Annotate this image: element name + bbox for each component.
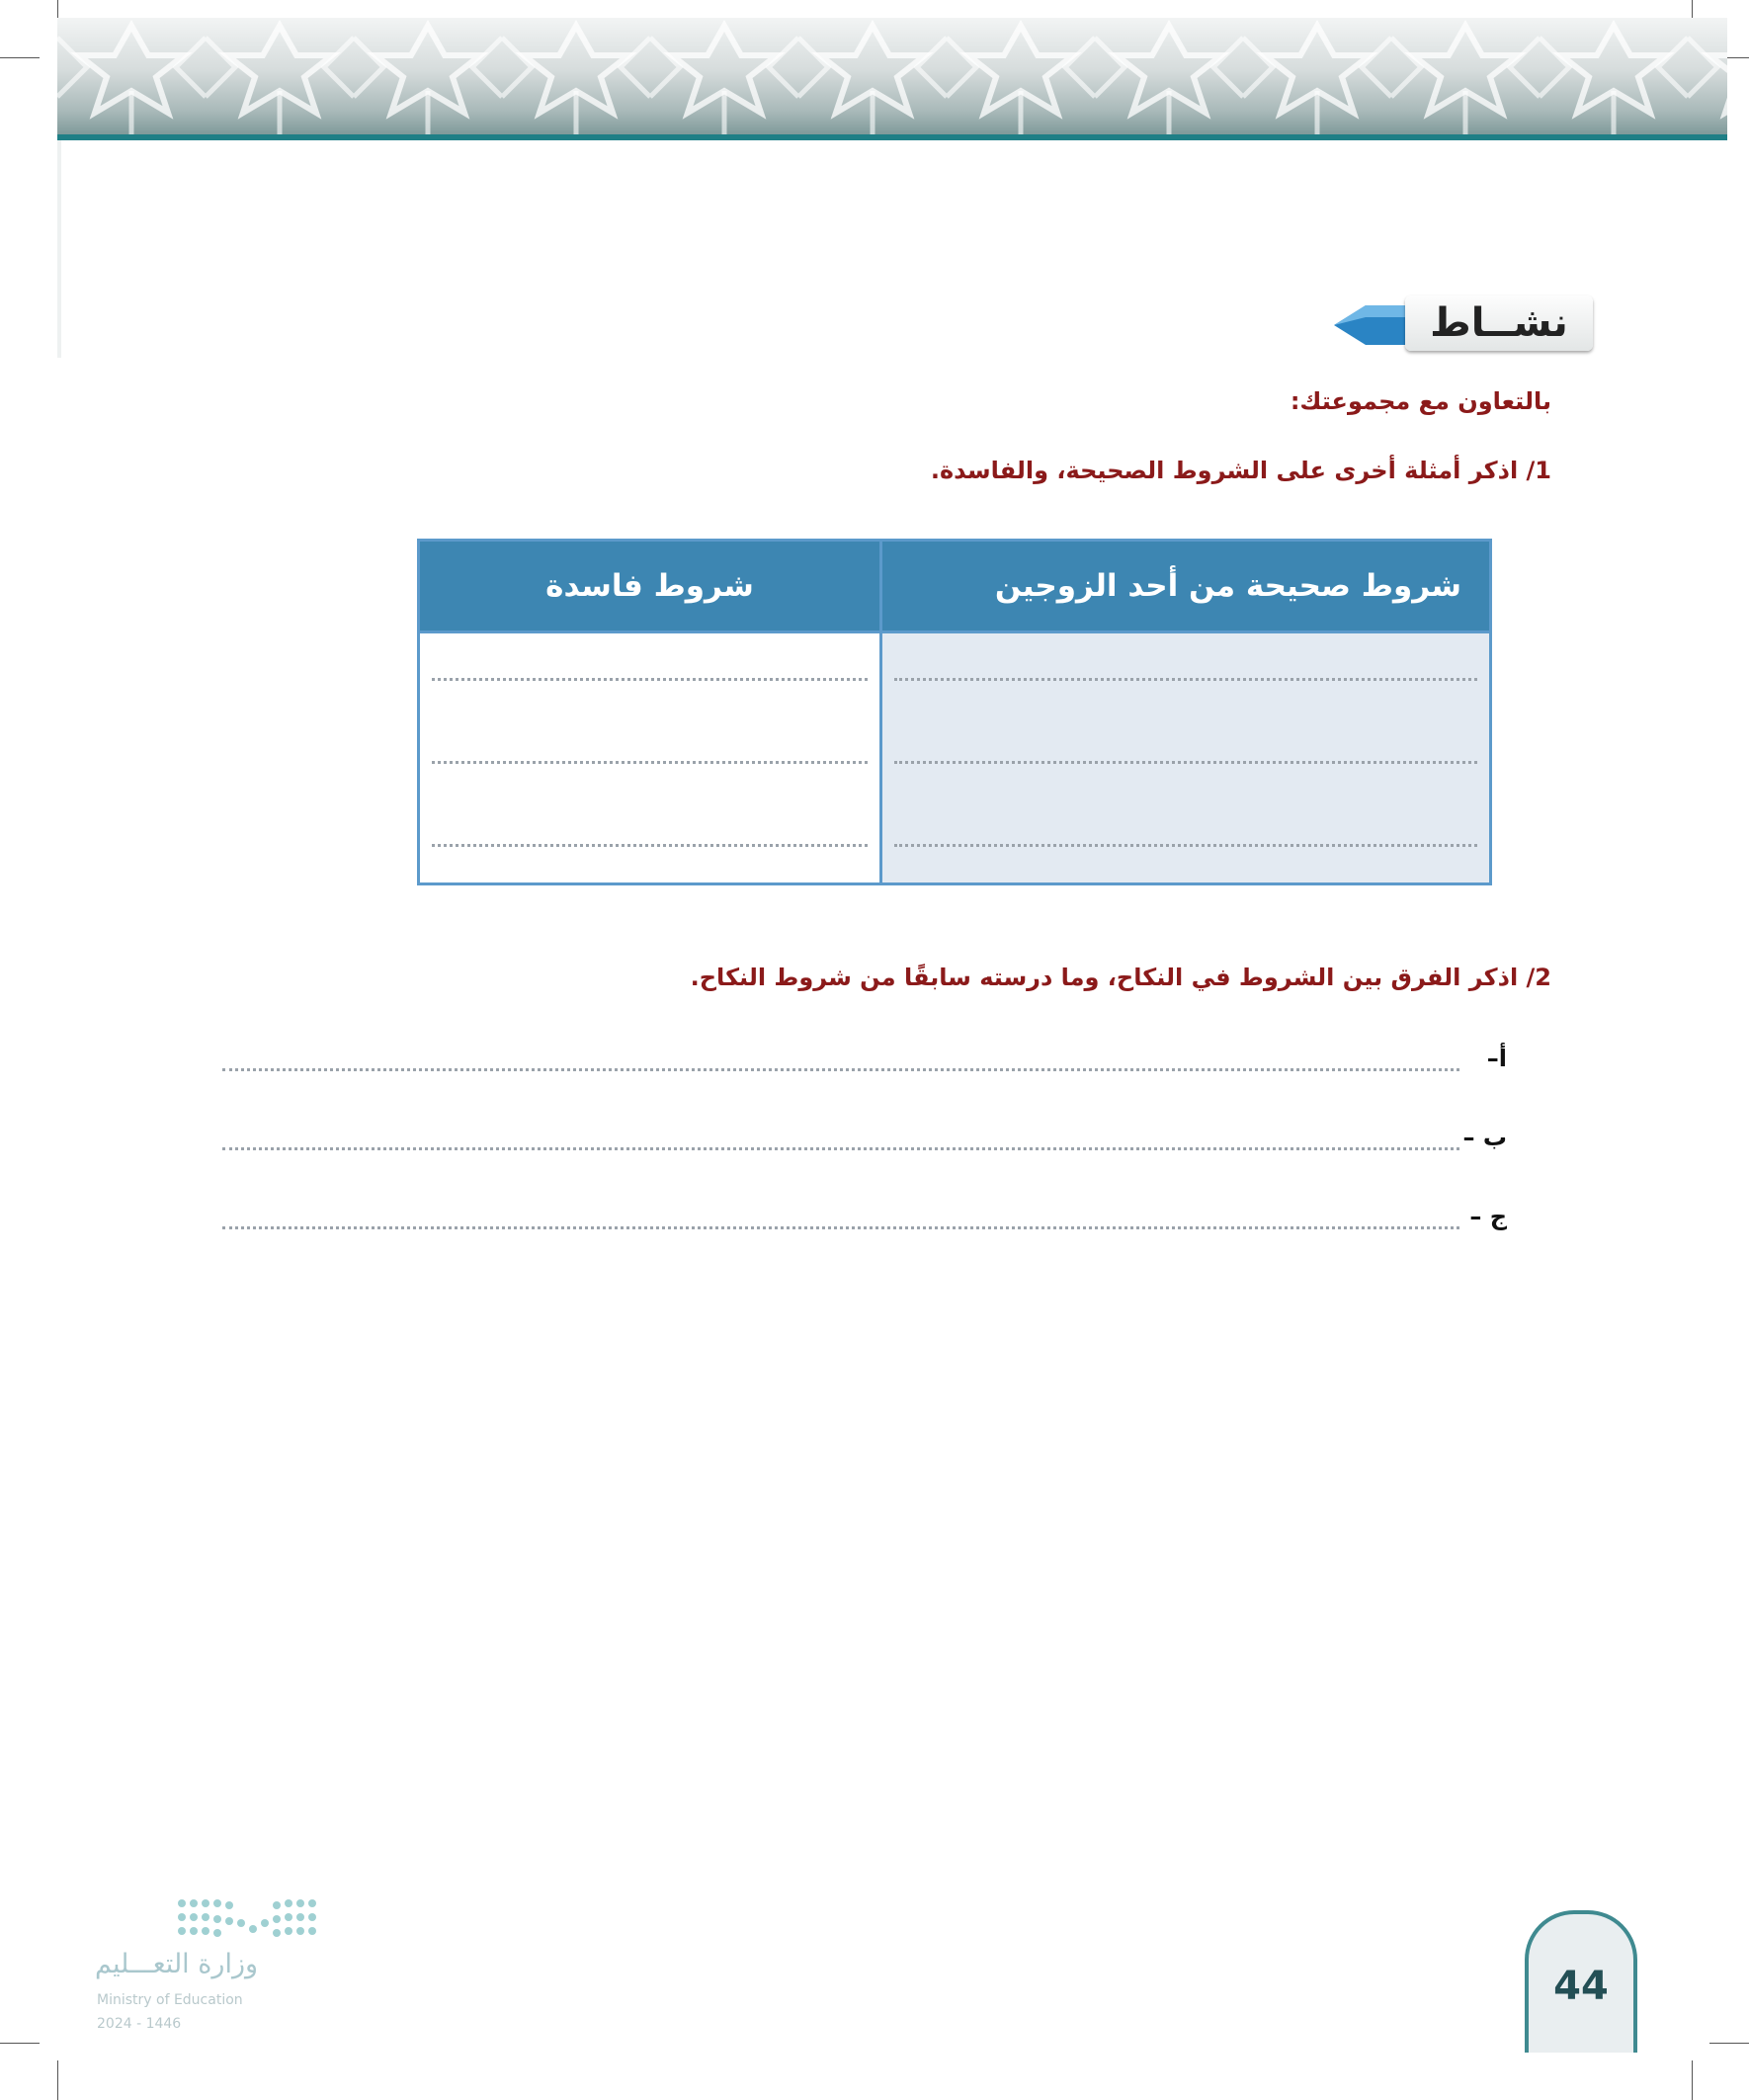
invalid-answer-cell[interactable] <box>419 632 881 717</box>
question-1: 1/ اذكر أمثلة أخرى على الشروط الصحيحة، والفاسدة. <box>930 457 1551 484</box>
answer-line[interactable] <box>222 1124 1507 1163</box>
crop-mark <box>1709 2043 1749 2044</box>
valid-answer-cell[interactable] <box>881 799 1491 884</box>
geometric-pattern-icon <box>57 18 1727 134</box>
table-row <box>419 716 1491 799</box>
header-banner <box>57 18 1727 134</box>
page-number-badge <box>1525 1910 1637 2053</box>
page-number: 44 <box>1553 1964 1609 2009</box>
answer-line[interactable] <box>222 1045 1507 1084</box>
table-row <box>419 799 1491 884</box>
conditions-table <box>417 539 1492 885</box>
table-row <box>419 632 1491 717</box>
answer-letter: أ– <box>1486 1045 1507 1072</box>
invalid-answer-cell[interactable] <box>419 716 881 799</box>
question-2: 2/ اذكر الفرق بين الشروط في النكاح، وما درسته سابقًا من شروط النكاح. <box>690 964 1551 991</box>
ministry-name-en: Ministry of Education <box>97 1992 243 2008</box>
margin-fold <box>57 140 61 358</box>
answer-line[interactable] <box>222 1203 1507 1242</box>
crop-mark <box>0 57 40 58</box>
banner-divider <box>57 134 1727 140</box>
activity-title: نشــاط <box>1405 295 1593 351</box>
ministry-dots-icon <box>172 1895 330 1943</box>
valid-answer-cell[interactable] <box>881 716 1491 799</box>
invalid-answer-cell[interactable] <box>419 799 881 884</box>
crop-mark <box>57 2060 58 2100</box>
crop-mark <box>0 2043 40 2044</box>
header-invalid-conditions: شروط فاسدة <box>419 541 881 632</box>
valid-answer-cell[interactable] <box>881 632 1491 717</box>
answer-letter: ب – <box>1462 1124 1507 1151</box>
table-header-row <box>419 541 1491 632</box>
activity-badge <box>1326 292 1593 355</box>
header-valid-conditions: شروط صحيحة من أحد الزوجين <box>881 541 1491 632</box>
answer-letter: ج – <box>1469 1203 1507 1230</box>
edition-year: 2024 - 1446 <box>97 2016 182 2032</box>
intro-text: بالتعاون مع مجموعتك: <box>1290 387 1551 415</box>
crop-mark <box>1692 2060 1693 2100</box>
ministry-name-ar: وزارة التعـــليم <box>95 1949 259 1979</box>
